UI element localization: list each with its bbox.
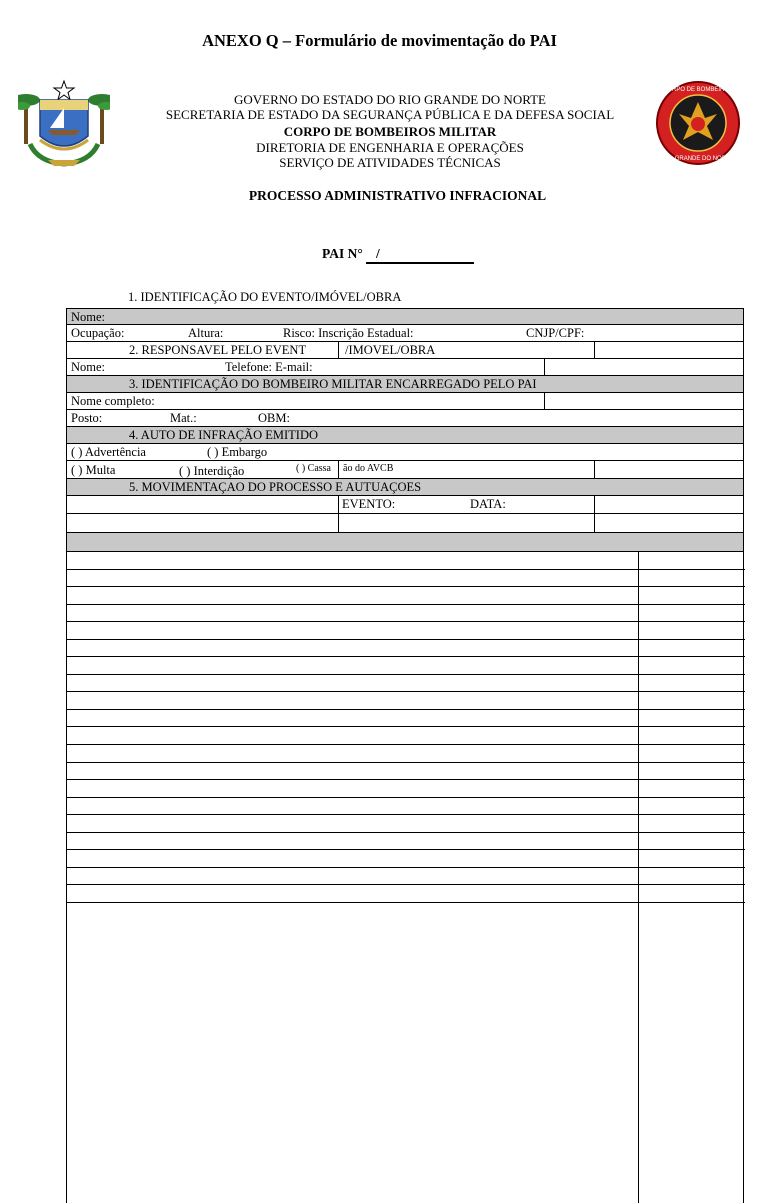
log-row[interactable]	[67, 833, 745, 851]
section-1-title: 1. IDENTIFICAÇÃO DO EVENTO/IMÓVEL/OBRA	[128, 290, 402, 304]
log-row[interactable]	[67, 587, 745, 605]
log-row[interactable]	[67, 798, 745, 816]
log-row[interactable]	[67, 605, 745, 623]
log-row[interactable]	[67, 570, 745, 588]
officer-name-row[interactable]	[66, 392, 744, 410]
log-row[interactable]	[67, 763, 745, 781]
option-warning[interactable]: ( ) Advertência	[71, 445, 146, 459]
svg-text:CORPO DE BOMBEIROS: CORPO DE BOMBEIROS	[662, 87, 734, 93]
section-2-title-cont: /IMOVEL/OBRA	[345, 343, 436, 357]
section-5-title: 5. MOVIMENTAÇAO DO PROCESSO E AUTUAÇOES	[129, 480, 422, 494]
header-service: SERVIÇO DE ATIVIDADES TÉCNICAS	[279, 155, 501, 170]
log-row[interactable]	[67, 850, 745, 868]
officer-rank-row[interactable]	[66, 409, 744, 427]
movement-shaded-row	[66, 532, 744, 552]
phone-email-label: Telefone: E-mail:	[225, 360, 313, 374]
section-4-title: 4. AUTO DE INFRAÇÃO EMITIDO	[129, 428, 319, 442]
registration-label: Mat.:	[170, 411, 197, 425]
log-row[interactable]	[67, 657, 745, 675]
cnpj-label: CNJP/CPF:	[526, 326, 585, 340]
svg-text:RIO GRANDE DO NORTE: RIO GRANDE DO NORTE	[662, 156, 734, 162]
section-3-title: 3. IDENTIFICAÇÃO DO BOMBEIRO MILITAR ENCARREGADO PELO PAI	[129, 377, 537, 391]
obm-label: OBM:	[258, 411, 290, 425]
section-2-title: 2. RESPONSAVEL PELO EVENT	[129, 343, 307, 357]
movement-header-row	[66, 495, 744, 514]
event-label: EVENTO:	[342, 497, 396, 511]
option-revocation-cont: ão do AVCB	[343, 463, 394, 474]
option-fine[interactable]: ( ) Multa	[71, 463, 116, 477]
pai-slash: /	[376, 246, 380, 261]
section-3-title-row	[66, 375, 744, 393]
log-row[interactable]	[67, 640, 745, 658]
log-row[interactable]	[67, 552, 745, 570]
log-row[interactable]	[67, 675, 745, 693]
log-row[interactable]	[67, 622, 745, 640]
section-2-title-row	[66, 341, 744, 359]
responsible-row[interactable]	[66, 358, 744, 376]
log-row[interactable]	[67, 745, 745, 763]
option-interdiction[interactable]: ( ) Interdição	[179, 464, 245, 478]
infraction-options-row-2	[66, 460, 744, 479]
date-label: DATA:	[470, 497, 506, 511]
movement-log-table	[66, 551, 744, 1203]
risk-label: Risco: Inscrição Estadual:	[283, 326, 414, 340]
section-5-title-row	[66, 478, 744, 496]
fire-brigade-seal-logo	[655, 80, 741, 166]
log-row[interactable]	[67, 885, 745, 903]
process-subtitle: PROCESSO ADMINISTRATIVO INFRACIONAL	[248, 188, 547, 203]
header-government: GOVERNO DO ESTADO DO RIO GRANDE DO NORTE	[234, 92, 546, 107]
movement-entry-row[interactable]	[66, 513, 744, 533]
log-row[interactable]	[67, 710, 745, 728]
state-coat-of-arms-logo	[18, 78, 110, 168]
height-label: Altura:	[188, 326, 224, 340]
occupation-row[interactable]	[66, 324, 744, 342]
event-name-row[interactable]	[66, 308, 744, 325]
header-directorate: DIRETORIA DE ENGENHARIA E OPERAÇÕES	[256, 140, 524, 155]
officer-name-label: Nome completo:	[71, 394, 155, 408]
header-secretariat: SECRETARIA DE ESTADO DA SEGURANÇA PÚBLICA E DA DEFESA SOCIAL	[165, 107, 615, 122]
occupation-label: Ocupação:	[71, 326, 125, 340]
header-corps: CORPO DE BOMBEIROS MILITAR	[283, 124, 497, 139]
option-revocation[interactable]: ( ) Cassa	[296, 463, 331, 474]
pai-number-label: PAI N°	[322, 246, 363, 261]
responsible-name-label: Nome:	[71, 360, 106, 374]
page-title: ANEXO Q – Formulário de movimentação do PAI	[202, 31, 557, 50]
log-row[interactable]	[67, 780, 745, 798]
log-row[interactable]	[67, 815, 745, 833]
rank-label: Posto:	[71, 411, 103, 425]
event-name-label: Nome:	[71, 310, 106, 324]
log-row[interactable]	[67, 728, 745, 746]
section-4-title-row	[66, 426, 744, 444]
pai-number-field[interactable]	[366, 262, 474, 264]
log-row[interactable]	[67, 692, 745, 710]
log-row[interactable]	[67, 868, 745, 886]
option-embargo[interactable]: ( ) Embargo	[207, 445, 268, 459]
infraction-options-row-1	[66, 443, 744, 461]
